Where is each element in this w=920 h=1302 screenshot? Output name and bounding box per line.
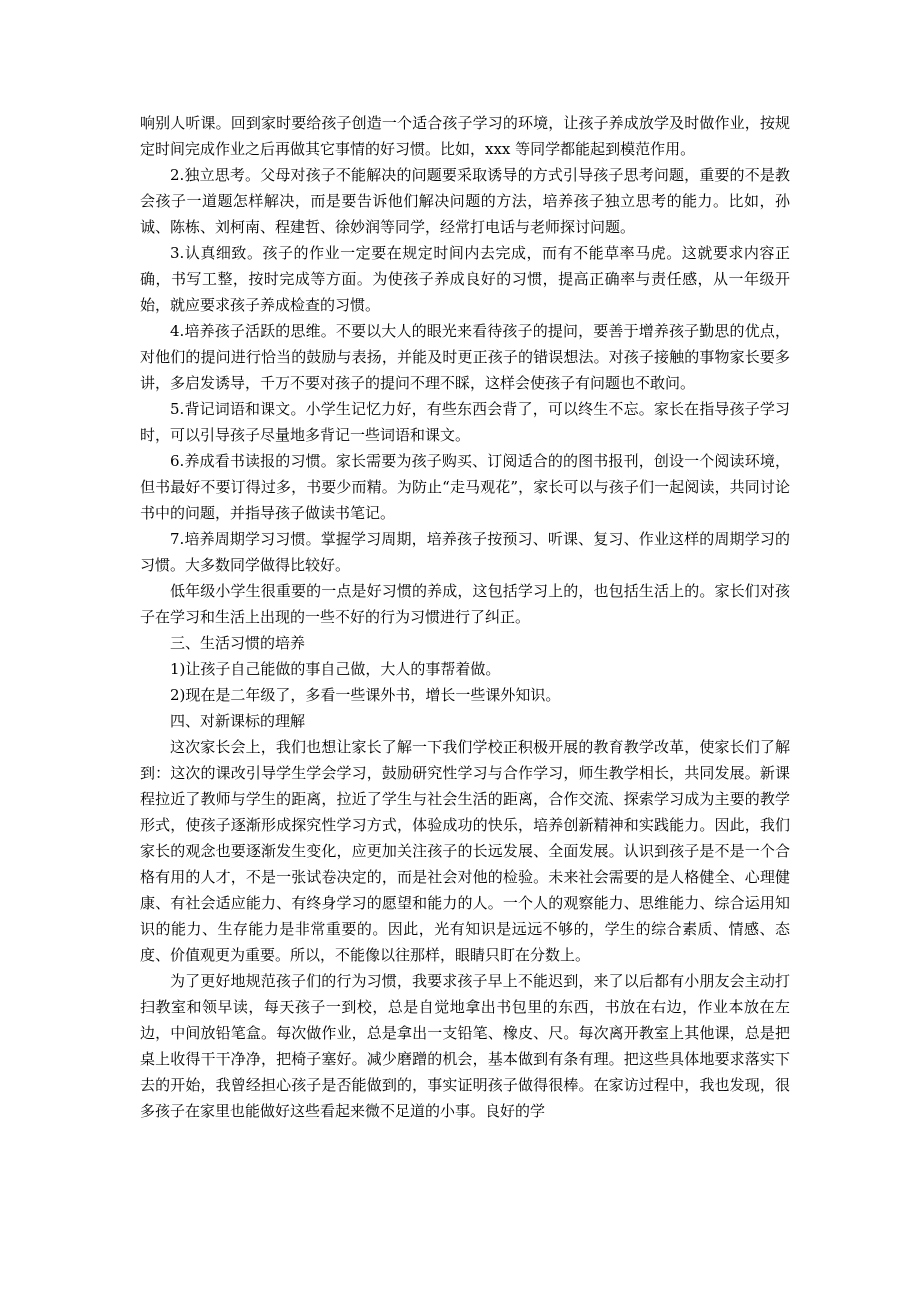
paragraph: 为了更好地规范孩子们的行为习惯，我要求孩子早上不能迟到，来了以后都有小朋友会主动打扫教室和领早读，每天孩子一到校，总是自觉地拿出书包里的东西，书放在右边，作业本放在左边，中间放铅笔盒。每次做作业，总是拿出一支铅笔、橡皮、尺。每次离开教室上其他课，总是把桌上收得干干净净，把椅子塞好。减少磨蹭的机会，基本做到有条有理。把这些具体地要求落实下去的开始，我曾经担心孩子是否能做到的，事实证明孩子做得很棒。在家访过程中，我也发现，很多孩子在家里也能做好这些看起来微不足道的小事。良好的学 xyxy=(140,972,790,1120)
paragraph: 低年级小学生很重要的一点是好习惯的养成，这包括学习上的，也包括生活上的。家长们对孩子在学习和生活上出现的一些不好的行为习惯进行了纠正。 xyxy=(140,582,790,626)
paragraph: 6.养成看书读报的习惯。家长需要为孩子购买、订阅适合的的图书报刊，创设一个阅读环境，但书最好不要订得过多，书要少而精。为防止“走马观花”，家长可以与孩子们一起阅读，共同讨论书中的问题，并指导孩子做读书笔记。 xyxy=(140,452,790,522)
paragraph: 3.认真细致。孩子的作业一定要在规定时间内去完成，而有不能草率马虎。这就要求内容正确，书写工整，按时完成等方面。为使孩子养成良好的习惯，提高正确率与责任感，从一年级开始，就应要求孩子养成检查的习惯。 xyxy=(140,244,790,314)
paragraph: 2.独立思考。父母对孩子不能解决的问题要采取诱导的方式引导孩子思考问题，重要的不是教会孩子一道题怎样解决，而是要告诉他们解决问题的方法，培养孩子独立思考的能力。比如，孙诚、陈栋、刘柯南、程建哲、徐妙润等同学，经常打电话与老师探讨问题。 xyxy=(140,166,790,236)
paragraph: 5.背记词语和课文。小学生记忆力好，有些东西会背了，可以终生不忘。家长在指导孩子学习时，可以引导孩子尽量地多背记一些词语和课文。 xyxy=(140,400,790,444)
list-item: 2)现在是二年级了，多看一些课外书，增长一些课外知识。 xyxy=(170,686,561,704)
list-item: 1)让孩子自己能做的事自己做，大人的事帮着做。 xyxy=(170,660,501,678)
section-heading: 四、对新课标的理解 xyxy=(170,712,306,730)
paragraph: 响别人听课。回到家时要给孩子创造一个适合孩子学习的环境，让孩子养成放学及时做作业，按规定时间完成作业之后再做其它事情的好习惯。比如，xxx 等同学都能起到模范作用。 xyxy=(140,114,790,158)
paragraph: 7.培养周期学习习惯。掌握学习周期，培养孩子按预习、听课、复习、作业这样的周期学习的习惯。大多数同学做得比较好。 xyxy=(140,530,790,574)
paragraph: 这次家长会上，我们也想让家长了解一下我们学校正积极开展的教育教学改革，使家长们了解到：这次的课改引导学生学会学习，鼓励研究性学习与合作学习，师生教学相长，共同发展。新课程拉近了教师与学生的距离，拉近了学生与社会生活的距离，合作交流、探索学习成为主要的教学形式，使孩子逐渐形成探究性学习方式，体验成功的快乐，培养创新精神和实践能力。因此，我们家长的观念也要逐渐发生变化，应更加关注孩子的长远发展、全面发展。认识到孩子是不是一个合格有用的人才，不是一张试卷决定的，而是社会对他的检验。未来社会需要的是人格健全、心理健康、有社会适应能力、有终身学习的愿望和能力的人。一个人的观察能力、思维能力、综合运用知识的能力、生存能力是非常重要的。因此，光有知识是远远不够的，学生的综合素质、情感、态度、价值观更为重要。所以，不能像以往那样，眼睛只盯在分数上。 xyxy=(140,738,790,964)
section-heading: 三、生活习惯的培养 xyxy=(170,634,306,652)
paragraph: 4.培养孩子活跃的思维。不要以大人的眼光来看待孩子的提问，要善于增养孩子勤思的优点，对他们的提问进行恰当的鼓励与表扬，并能及时更正孩子的错误想法。对孩子接触的事物家长要多讲，多启发诱导，千万不要对孩子的提问不理不睬，这样会使孩子有问题也不敢问。 xyxy=(140,322,790,392)
document-body xyxy=(140,110,790,1124)
